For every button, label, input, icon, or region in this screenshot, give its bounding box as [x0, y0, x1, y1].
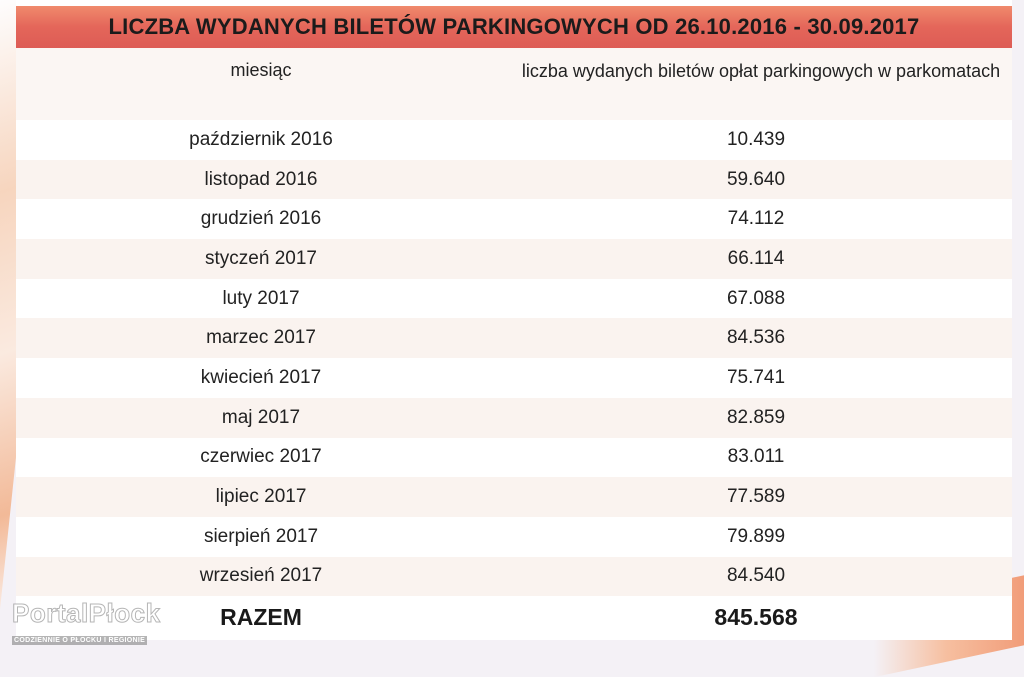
month-cell: październik 2016 — [189, 128, 333, 150]
table-title-bar — [16, 6, 1012, 48]
month-cell: styczeń 2017 — [205, 247, 317, 269]
value-cell: 79.899 — [726, 525, 786, 547]
value-cell: 84.536 — [726, 327, 786, 349]
portal-plock-watermark — [12, 598, 182, 642]
value-cell: 66.114 — [727, 247, 785, 269]
month-cell: grudzień 2016 — [200, 208, 322, 230]
month-cell: czerwiec 2017 — [200, 446, 322, 468]
month-cell: listopad 2016 — [204, 168, 318, 190]
month-cell: wrzesień 2017 — [199, 565, 323, 587]
table-row — [16, 120, 1012, 160]
month-cell: sierpień 2017 — [203, 525, 319, 547]
value-cell: 74.112 — [727, 208, 785, 230]
parking-tickets-table — [16, 0, 1012, 640]
table-title: LICZBA WYDANYCH BILETÓW PARKINGOWYCH OD 26.10.2016 - 30.09.2017 — [108, 14, 920, 39]
table-row — [16, 477, 1012, 517]
table-row — [16, 279, 1012, 319]
table-body — [16, 120, 1012, 596]
value-cell: 84.540 — [726, 565, 786, 587]
table-row — [16, 517, 1012, 557]
total-value: 845.568 — [714, 604, 798, 630]
column-header-month: miesiąc — [230, 60, 292, 80]
table-row — [16, 398, 1012, 438]
month-cell: luty 2017 — [222, 287, 300, 309]
column-header-count: liczba wydanych biletów opłat parkingowych w parkomatach — [521, 61, 1001, 81]
value-cell: 77.589 — [726, 486, 786, 508]
table-header-row — [16, 48, 1012, 120]
month-cell: marzec 2017 — [206, 327, 316, 349]
watermark-tagline: CODZIENNIE O PŁOCKU I REGIONIE — [14, 637, 146, 644]
watermark-logo: PortalPłock — [12, 598, 161, 628]
table-row — [16, 438, 1012, 478]
table-row — [16, 199, 1012, 239]
value-cell: 59.640 — [726, 168, 786, 190]
value-cell: 10.439 — [726, 128, 786, 150]
month-cell: maj 2017 — [221, 406, 301, 428]
table-row — [16, 239, 1012, 279]
table-row — [16, 358, 1012, 398]
value-cell: 83.011 — [727, 446, 785, 468]
month-cell: kwiecień 2017 — [200, 366, 322, 388]
value-cell: 67.088 — [726, 287, 786, 309]
table-row — [16, 160, 1012, 200]
table-row — [16, 318, 1012, 358]
value-cell: 82.859 — [726, 406, 786, 428]
total-label: RAZEM — [220, 604, 302, 630]
value-cell: 75.741 — [726, 366, 786, 388]
table-row — [16, 557, 1012, 597]
month-cell: lipiec 2017 — [215, 486, 307, 508]
